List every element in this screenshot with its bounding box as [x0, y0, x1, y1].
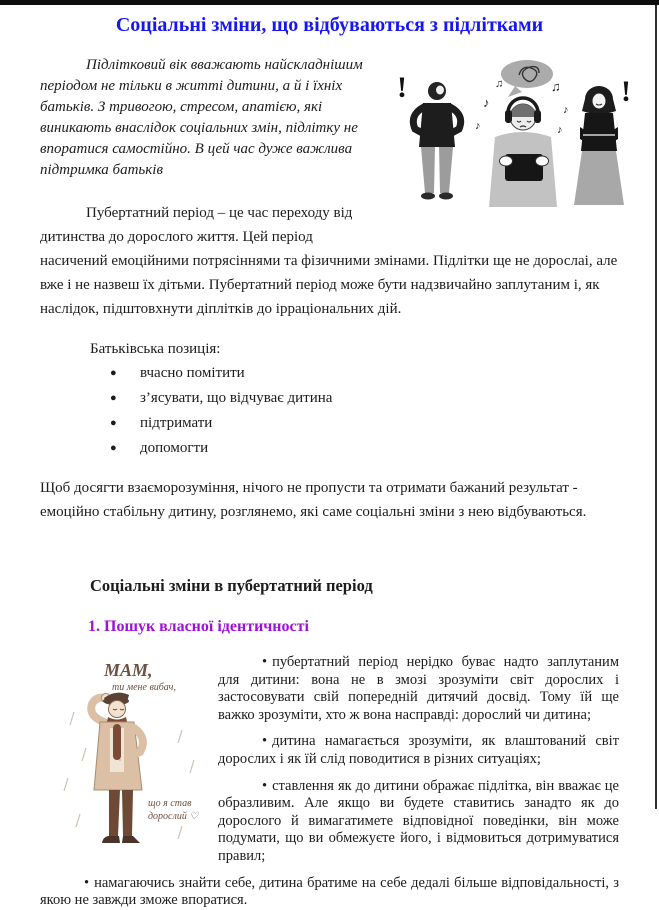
bullet-icon: • [262, 733, 268, 750]
section-heading: Соціальні зміни в пубертатний період [90, 576, 373, 595]
bullet-icon: • [84, 874, 90, 891]
bullet-icon: • [262, 654, 268, 670]
list-item-label: підтримати [140, 415, 213, 431]
identity-bullet-text: ставлення як до дитини ображає підлітка, він вважає це образливим. Але якщо ви будете ставитись занадто як до дорослого й вимагатимете відповідної поведінки, він може подумати, що ви обмежуєте його, і відмовиться дотримуватися правил; [218, 777, 619, 864]
page-right-border [655, 5, 657, 809]
identity-bullet-text: дитина намагається зрозуміти, як влаштований світ дорослих і як їй слід поводитися в різних ситуаціях; [218, 733, 619, 767]
caption-grown-up: дорослий ♡ [148, 811, 199, 822]
list-item [110, 388, 619, 408]
caption-i-became: що я став [148, 798, 192, 809]
puberty-paragraph: Пубертатний період – це час переходу від дитинства до дорослого життя. Цей період насичений емоційними потрясіннями та фізичними змінами. Підлітки ще не дорослаі, але вже і не назвеш їх дітьми. Пубертатний період може бути надзвичайно заплутаним і, як наслідок, підштовхнути діплітків до ірраціональних дій. [40, 205, 618, 317]
svg-text:♪: ♪ [475, 120, 481, 132]
list-item-label: допомогти [140, 440, 209, 456]
caption-mam: МАМ, [104, 660, 153, 680]
bullet-icon: ● [110, 442, 117, 454]
goal-paragraph: Щоб досягти взаєморозуміння, нічого не пропусти та отримати бажаний результат - емоційно стабільну дитину, розглянемо, які саме соціальні зміни з нею відбуваються. [40, 480, 587, 520]
list-item [110, 438, 619, 458]
svg-text:♫: ♫ [551, 79, 561, 94]
identity-bullet-text: пубертатний період нерідко буває надто заплутаним для дитини: вона не в змозі зрозуміти світ дорослих і застосовувати свій попередній дитячий досвід. Тому їй ще важко зрозуміти, хто ж вона насправді: дорослий чи дитина; [218, 654, 619, 723]
exclamation-icon: ! [621, 75, 631, 108]
svg-text:♪: ♪ [557, 124, 563, 136]
parent-position-list [40, 363, 619, 458]
teens-illustration-svg [385, 55, 641, 207]
identity-bullet-text: намагаючись знайти себе, дитина братиме на себе дедалі більше відповідальності, з якою не завжди зможе впоратися. [40, 874, 619, 909]
page-title: Соціальні зміни, що відбуваються з підлітками [115, 14, 544, 36]
svg-text:♪: ♪ [483, 95, 490, 110]
parent-position-title: Батьківська позиція: [90, 341, 221, 357]
caption-forgive: ти мене вибач, [112, 682, 176, 693]
svg-text:♪: ♪ [563, 104, 569, 116]
svg-text:♫: ♫ [495, 78, 504, 90]
list-item-label: з’ясувати, що відчуває дитина [140, 390, 333, 406]
identity-section [40, 654, 619, 910]
grown-up-illustration [54, 656, 212, 868]
teens-with-parents-illustration [385, 55, 641, 245]
exclamation-icon: ! [397, 71, 407, 104]
bullet-icon: • [262, 777, 268, 794]
bullet-icon: ● [110, 417, 117, 429]
bullet-icon: ● [110, 392, 117, 404]
identity-bullet-paragraph [40, 875, 619, 910]
list-item-label: вчасно помітити [140, 365, 245, 381]
grown-up-illustration-svg [54, 656, 212, 866]
bullet-icon: ● [110, 367, 117, 379]
lead-paragraph: Підлітковий вік вважають найскладнішим періодом не тільки в житті дитини, а й і їхніх батьків. З тривогою, стресом, апатією, які виникають внаслідок соціальних змін, підлітку не впоратися самостійно. В цей час дуже важлива підтримка батьків [40, 57, 363, 178]
sub-heading-identity: 1. Пошук власної ідентичності [88, 618, 309, 635]
list-item [110, 363, 619, 383]
page-top-border [0, 0, 659, 5]
list-item [110, 413, 619, 433]
